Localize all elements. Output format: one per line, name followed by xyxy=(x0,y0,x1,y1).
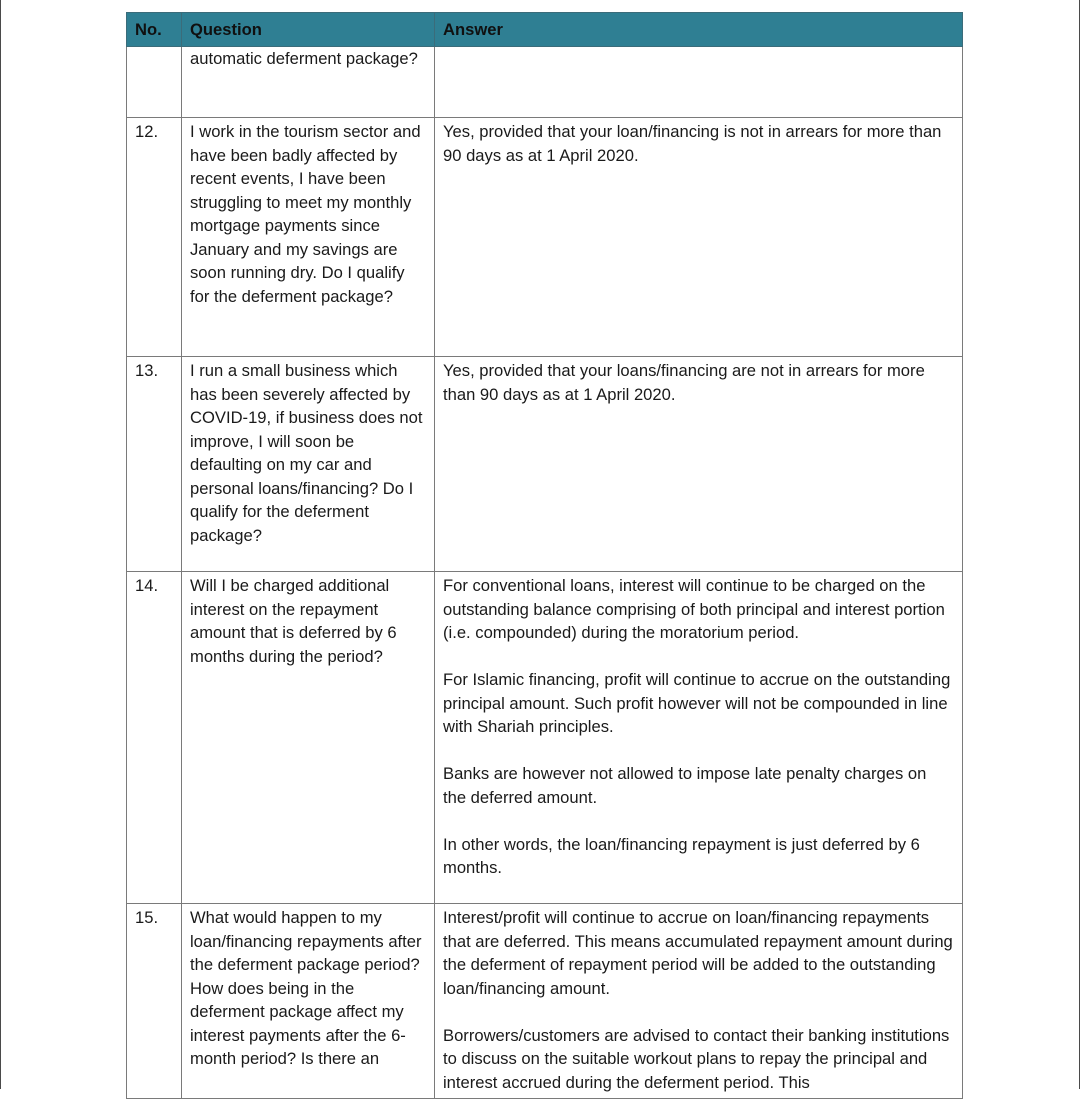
answer-paragraph: In other words, the loan/financing repayment is just deferred by 6 months. xyxy=(443,834,920,877)
answer-text: Yes, provided that your loans/financing are not in arrears for more than 90 days as at 1 April 2020. xyxy=(443,361,925,404)
row-number: 14. xyxy=(127,572,182,904)
page-left-border xyxy=(0,0,1,1089)
answer-text: Yes, provided that your loan/financing is not in arrears for more than 90 days as at 1 April 2020. xyxy=(443,122,942,165)
question-text: What would happen to my loan/financing repayments after the deferment package period? xyxy=(190,908,422,974)
table-row xyxy=(127,357,963,572)
question-text: automatic deferment package? xyxy=(190,49,418,68)
row-number: 13. xyxy=(127,357,182,572)
question-text: Will I be charged additional interest on the repayment amount that is deferred by 6 months during the period? xyxy=(190,576,397,666)
question-cell xyxy=(182,572,435,904)
table-row xyxy=(127,118,963,357)
faq-table xyxy=(126,12,963,1099)
table-header-row xyxy=(127,13,963,47)
header-question: Question xyxy=(182,13,435,47)
row-number: 15. xyxy=(127,904,182,1099)
question-text: How does being in the deferment package affect my interest payments after the 6-month period? Is there an xyxy=(190,978,406,1068)
table-row xyxy=(127,47,963,118)
header-no: No. xyxy=(127,13,182,47)
answer-paragraph: Interest/profit will continue to accrue on loan/financing repayments that are deferred. This means accumulated repayment amount during the deferment of repayment period will be added to the outstanding loan/financing amount. xyxy=(443,908,953,998)
row-number xyxy=(127,47,182,118)
answer-paragraph: Borrowers/customers are advised to contact their banking institutions to discuss on the suitable workout plans to repay the principal and interest accrued during the deferment period. This xyxy=(443,1025,950,1092)
answer-cell xyxy=(435,904,963,1099)
answer-cell xyxy=(435,47,963,118)
header-answer: Answer xyxy=(435,13,963,47)
answer-cell xyxy=(435,572,963,904)
answer-paragraph: Banks are however not allowed to impose late penalty charges on the deferred amount. xyxy=(443,764,927,807)
question-cell xyxy=(182,47,435,118)
table-row xyxy=(127,572,963,904)
answer-paragraph: For conventional loans, interest will continue to be charged on the outstanding balance comprising of both principal and interest portion (i.e. compounded) during the moratorium period. xyxy=(443,576,945,642)
question-cell xyxy=(182,118,435,357)
question-cell xyxy=(182,357,435,572)
question-cell xyxy=(182,904,435,1099)
question-text: I work in the tourism sector and have been badly affected by recent events, I have been struggling to meet my monthly mortgage payments since January and my savings are soon running dry. Do I qualify for the deferment package? xyxy=(190,122,421,306)
question-text: I run a small business which has been severely affected by COVID-19, if business does not improve, I will soon be defaulting on my car and personal loans/financing? Do I qualify for the deferment package? xyxy=(190,361,423,545)
table-row xyxy=(127,904,963,1099)
row-number: 12. xyxy=(127,118,182,357)
answer-cell xyxy=(435,357,963,572)
answer-paragraph: For Islamic financing, profit will continue to accrue on the outstanding principal amount. Such profit however will not be compounded in line with Shariah principles. xyxy=(443,670,951,736)
answer-cell xyxy=(435,118,963,357)
